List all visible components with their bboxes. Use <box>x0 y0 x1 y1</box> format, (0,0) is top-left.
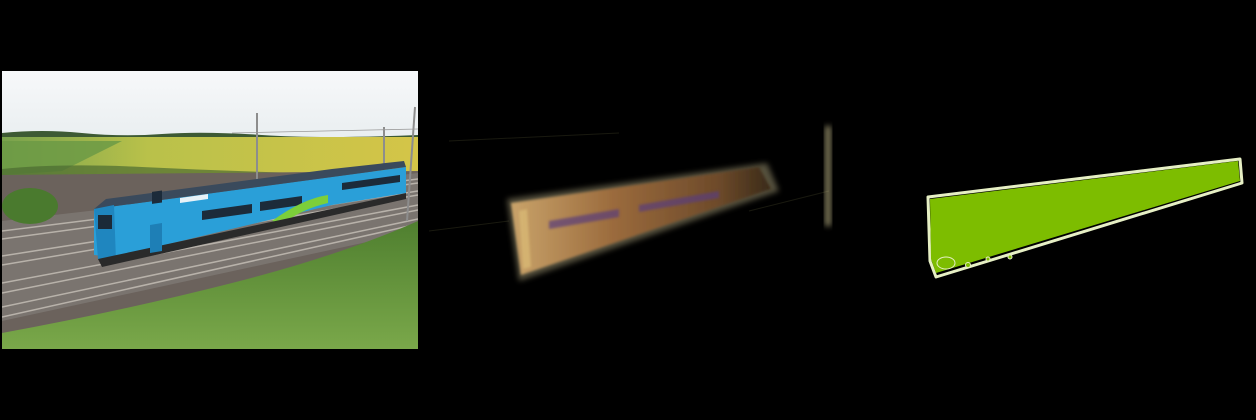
segmentation-mask-panel <box>838 71 1254 349</box>
feature-activation-map <box>419 71 837 349</box>
input-photo-panel <box>2 71 418 349</box>
bush <box>2 188 58 224</box>
train-photo <box>2 71 418 349</box>
feature-map-panel <box>419 71 837 349</box>
segmentation-mask <box>838 71 1254 349</box>
pole-activation <box>825 126 831 226</box>
